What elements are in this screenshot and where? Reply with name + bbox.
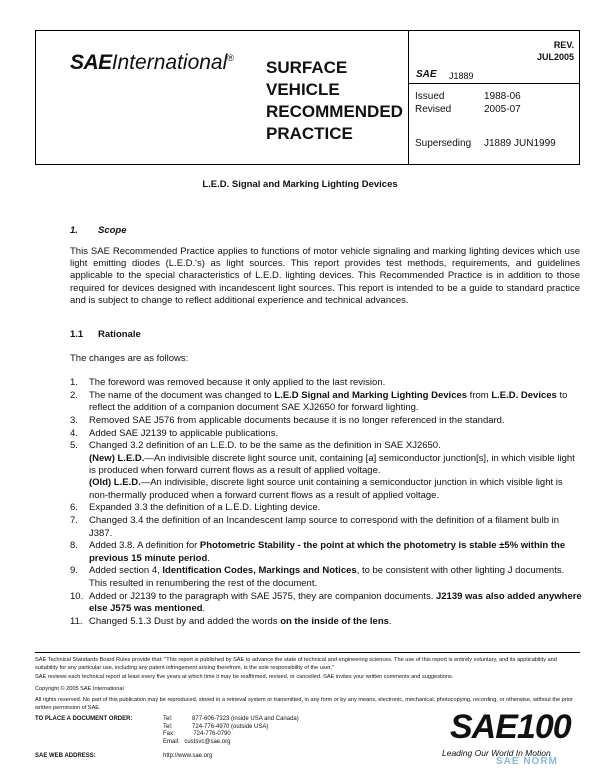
sae-international-logo: SAEInternational® [70,51,234,74]
sae100-logo: SAE100 Leading Our World In Motion [442,708,571,758]
issued-value: 1988-06 [484,91,521,102]
list-item: 11. Changed 5.1.3 Dust by and added the words on the inside of the lens. [70,615,392,627]
list-item: 6. Expanded 3.3 the definition of a L.E.D. Lighting device. [70,502,321,514]
list-item: 4. Added SAE J2139 to applicable publications. [70,427,279,439]
superseding-label: Superseding [415,138,472,149]
issued-label: Issued [415,91,445,102]
rationale-intro: The changes are as follows: [70,353,189,364]
document-number: J1889 [449,71,474,81]
list-item: 1. The foreword was removed because it only applied to the last revision. [70,377,386,388]
copyright-line: Copyright © 2005 SAE International [35,686,124,692]
section-heading-rationale: 1.1 Rationale [70,329,141,340]
section-heading-scope: 1. Scope [70,225,127,236]
document-title: L.E.D. Signal and Marking Lighting Devices [202,179,398,190]
revised-value: 2005-07 [484,104,521,115]
sae-mini-logo: SAE [416,69,437,80]
list-item: 10. Added or J2139 to the paragraph with SAE J575, they are companion documents. J2139 was also added anywhere else J575 was mentioned. [70,590,582,614]
footer-divider [35,652,580,653]
standards-notice: SAE Technical Standards Board Rules provide that: "This report is published by SAE to advance the state of technical and engineering sciences. The use of this report is entirely voluntary, and its applicability and suitability for any particular use, including any patent infringement arising therefrom, is the sole responsibility of the user." [35,657,557,671]
list-item: 8. Added 3.8. A definition for Photometric Stability - the point at which the photometry is stable ±5% within the previous 15 minute period. [70,540,566,564]
list-item: 3. Removed SAE J576 from applicable documents because it is no longer referenced in the standard. [70,414,505,426]
header-divider-horizontal [408,83,579,84]
revised-label: Revised [415,104,452,115]
list-item: 2. The name of the document was changed to L.E.D Signal and Marking Lighting Devices from L.E.D. Devices to reflect the addition of a companion document SAE XJ2650 for forward lighting. [70,389,568,414]
rights-notice: All rights reserved. No part of this publication may be reproduced, stored in a retrieval system or transmitted, in any form or by any means, electronic, mechanical, photocopying, recording, or otherwise, without the prior written permission of SAE. [35,697,573,711]
list-item: 5. Changed 3.2 definition of an L.E.D. to be the same as the definition in SAE XJ2650. (New) L.E.D.—An indivisible discrete light source unit, containing [a] semiconductor junction[s], in which visible light is produced when forward current flows as a result of applied voltage. (Old) L.E.D.—An indivisible, discrete light source unit containing a semiconductor junction in which visible light is non-thermally produced when a forward current flows as a result of applied voltage. [70,440,575,501]
watermark: SAE NORM [496,756,558,767]
web-address-link[interactable]: http://www.sae.org [163,753,213,759]
superseding-value: J1889 JUN1999 [484,138,556,149]
web-address-row: SAE WEB ADDRESS: http://www.sae.org [35,753,213,759]
document-type: SURFACE VEHICLE RECOMMENDED PRACTICE [266,58,403,143]
scope-paragraph: This SAE Recommended Practice applies to functions of motor vehicle signaling and marking lighting devices which use light emitting diodes (L.E.D.'s) as light sources. This report provides test methods, requirements, and guidelines applicable to the special characteristics of L.E.D. lighting devices. This Recommended Practice is in addition to those required for devices designed with incandescent light sources. This report is intended to be a guide to standard practice and is subject to change to reflect additional experience and technical advances. [70,246,580,306]
header-divider-vertical [408,31,409,164]
order-label: TO PLACE A DOCUMENT ORDER: [35,716,133,722]
list-item: 7. Changed 3.4 the definition of an Incandescent lamp source to correspond with the definition of a filament bulb in J387. [70,515,560,539]
document-header [35,30,580,165]
review-notice: SAE reviews each technical report at least every five years at which time it may be reaffirmed, revised, or cancelled. SAE invites your written comments and suggestions. [35,674,454,680]
revision-block: REV. JUL2005 [536,40,574,62]
list-item: 9. Added section 4, Identification Codes, Markings and Notices, to be consistent with other lighting J documents. This resulted in renumbering the rest of the document. [70,565,565,589]
changes-list [70,377,582,628]
